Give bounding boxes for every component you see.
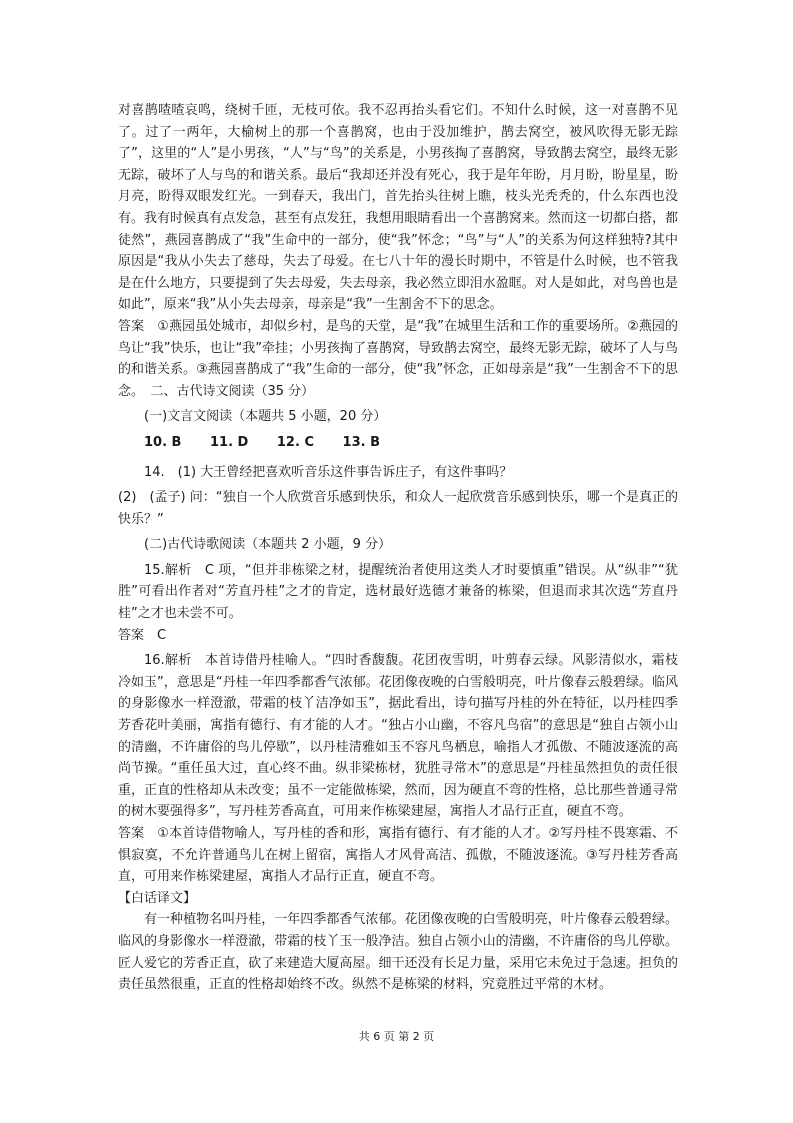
answer-13: 13. B [342,434,380,450]
page-footer: 共 6 页 第 2 页 [358,1030,435,1043]
paragraph-answer-1: 答案 ①燕园虽处城市，却似乡村，是鸟的天堂，是“我”在城里生活和工作的重要场所。②燕园的鸟让“我”快乐，也让“我”牵挂；小男孩掏了喜鹊窝，导致鹊去窝空，最终无影无踪，破坏了人与鸟的和谐关系。③燕园喜鹊成了“我”生命的一部分，使“我”怀念，正如母亲是“我”一生割舍不下的思念。 二、古代诗文阅读（35 分） [118,318,678,399]
translation-14-1: 14. (1) 大王曾经把喜欢听音乐这件事告诉庄子，有这件事吗？ [144,464,513,480]
answer-12: 12. C [276,434,314,450]
answer-row-multiple-choice [118,432,678,454]
section-heading-classical-prose: (一)文言文阅读（本题共 5 小题，20 分） [144,409,387,425]
analysis-15: 15.解析 C 项，“但并非栋梁之材，提醒统治者使用这类人才时要慎重”错误。从“纵非”“犹胜”可看出作者对“芳直丹桂”之才的肯定，选材最好选德才兼备的栋梁，但退而求其次选“芳直丹桂”之才也未尝不可。 [118,562,678,622]
vernacular-translation-text: 有一种植物名叫丹桂，一年四季都香气浓郁。花团像夜晚的白雪般明亮，叶片像春云般碧绿。临风的身影像水一样澄澈，带霜的枝丫玉一般净洁。独自占领小山的清幽，不许庸俗的鸟儿停歇。匠人爱它的芳香正直，砍了来建造大厦高屋。细干还没有长足力量，采用它未免过于急速。担负的责任虽然很重，正直的性格却始终不改。纵然不是栋梁的材料，究竟胜过平常的木材。 [118,912,678,993]
translation-14-2: (2) (孟子) 问：“独自一个人欣赏音乐感到快乐，和众人一起欣赏音乐感到快乐，哪一个是真正的快乐？” [118,490,678,527]
section-heading-classical-poetry: (二)古代诗歌阅读（本题共 2 小题，9 分） [144,537,392,553]
answer-10: 10. B [144,434,182,450]
paragraph-analysis-continued: 对喜鹊喳喳哀鸣，绕树千匝，无枝可依。我不忍再抬头看它们。不知什么时候，这一对喜鹊不见了。过了一两年，大榆树上的那一个喜鹊窝，也由于没加维护，鹊去窝空，被风吹得无影无踪了”，这里的“人”是小男孩，“人”与“鸟”的关系是，小男孩掏了喜鹊窝，导致鹊去窝空，最终无影无踪，破坏了人与鸟的和谐关系。最后“我却还并没有死心，我于是年年盼，月月盼，盼星星，盼月亮，盼得双眼发红光。一到春天，我出门，首先抬头往树上瞧，枝头光秃秃的，什么东西也没有。我有时候真有点发急，甚至有点发狂，我想用眼睛看出一个喜鹊窝来。然而这一切都白搭，都徒然”，燕园喜鹊成了“我”生命中的一部分，使“我”怀念；“鸟”与“人”的关系为何这样独特?其中原因是“我从小失去了慈母，失去了母爱。在七八十年的漫长时期中，不管是什么时候，也不管我是在什么地方，只要提到了失去母爱，失去母亲，我必然立即泪水盈眶。对人是如此，对鸟兽也是如此”，原来“我”从小失去母亲，母亲是“我”一生割舍不下的思念。 [118,103,678,313]
analysis-16: 16.解析 本首诗借丹桂喻人。“四时香馥馥。花团夜雪明，叶剪春云绿。风影清似水，霜枝冷如玉”，意思是“丹桂一年四季都香气浓郁。花团像夜晚的白雪般明亮，叶片像春云般碧绿。临风的身影像水一样澄澈，带霜的枝丫洁净如玉”，据此看出，诗句描写丹桂的外在特征，以丹桂四季芳香花叶美丽，寓指有德行、有才能的人才。“独占小山幽，不容凡鸟宿”的意思是“独自占领小山的清幽，不许庸俗的鸟儿停歇”，以丹桂清雅如玉不容凡鸟栖息，喻指人才孤傲、不随波逐流的高尚节操。“重任虽大过，直心终不曲。纵非梁栋材，犹胜寻常木”的意思是“丹桂虽然担负的责任很重，正直的性格却从未改变；虽不一定能做栋梁，然而，因为硬直不弯的性格，总比那些普通寻常的树木要强得多”，写丹桂芳香高直，可用来作栋梁建屋，寓指人才品行正直，硬直不弯。 [118,653,678,820]
answer-11: 11. D [210,434,249,450]
vernacular-translation-heading: 【白话译文】 [118,890,197,906]
answer-16: 答案 ①本首诗借物喻人，写丹桂的香和形，寓指有德行、有才能的人才。②写丹桂不畏寒霜、不惧寂寞，不允许普通鸟儿在树上留宿，寓指人才风骨高洁、孤傲，不随波逐流。③写丹桂芳香高直，可用来作栋梁建屋，寓指人才品行正直，硬直不弯。 [118,826,678,885]
document-body [118,100,678,996]
answer-15: 答案 C [118,627,167,643]
